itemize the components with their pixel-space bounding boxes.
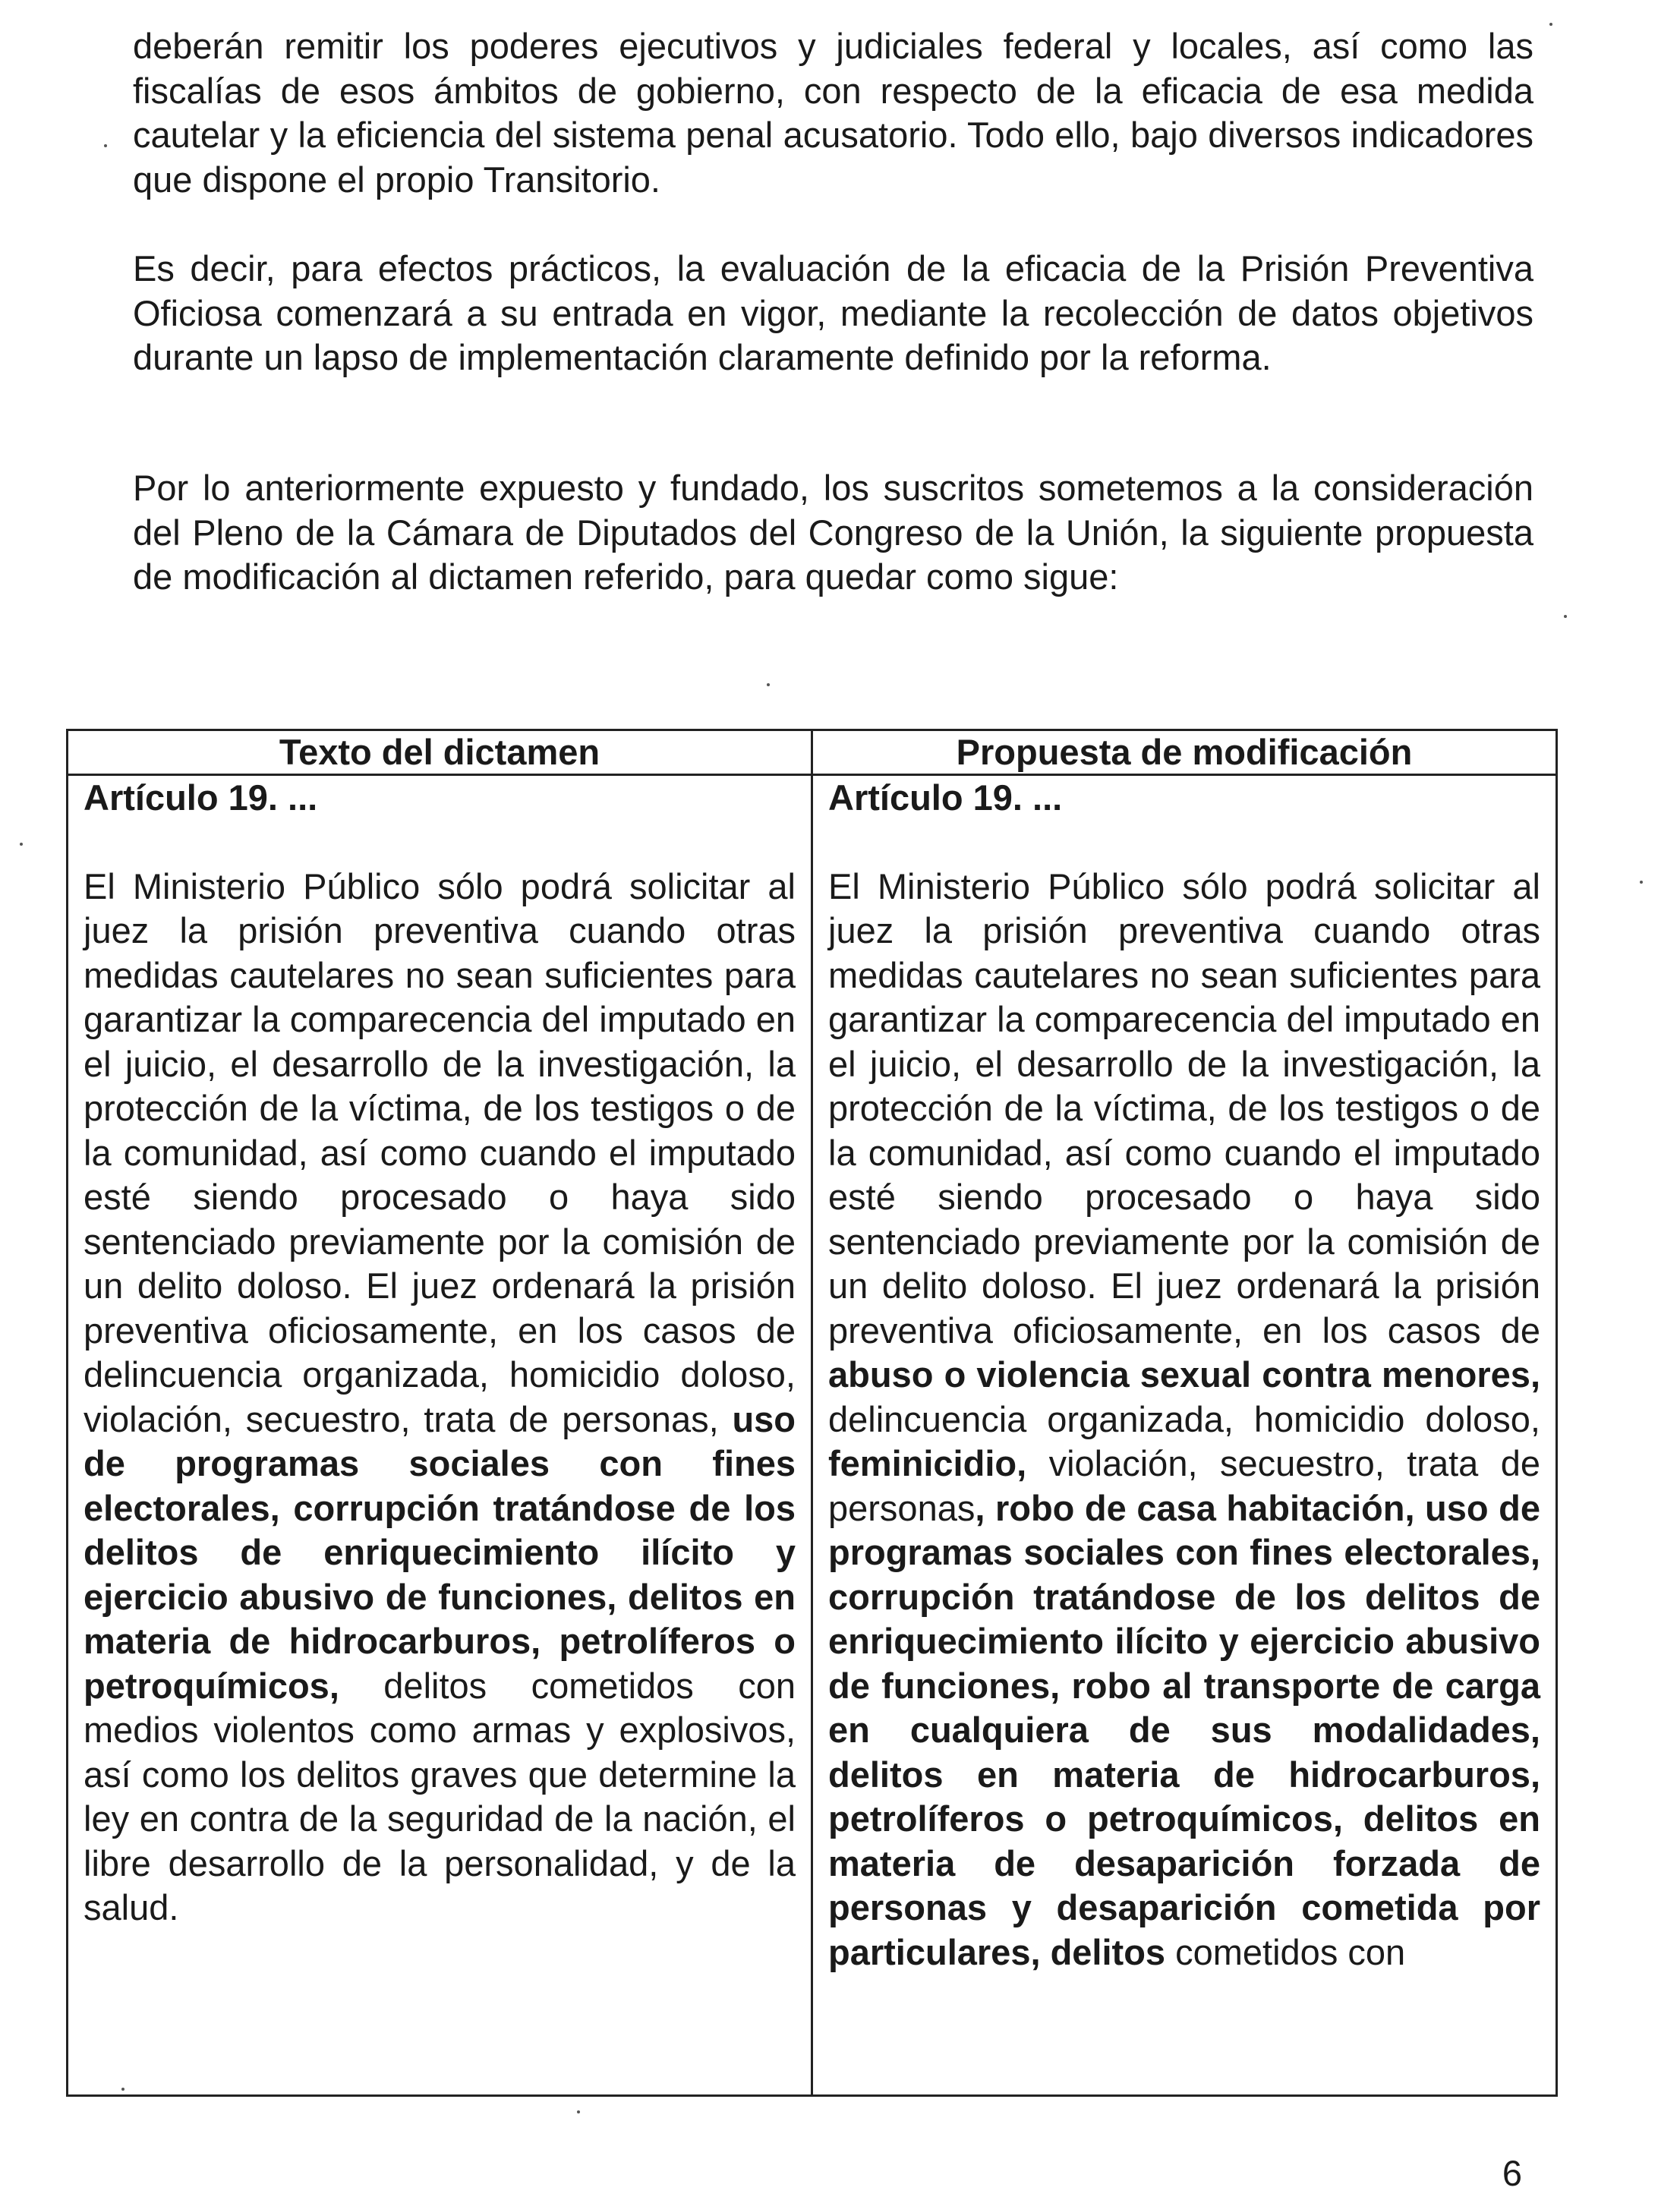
right-text-3: violación, secuestro, trata de personas <box>828 1443 1540 1528</box>
scan-speck <box>104 144 107 147</box>
scan-speck <box>121 2088 125 2091</box>
scan-speck <box>20 843 23 846</box>
page-number: 6 <box>1502 2153 1523 2193</box>
table-header-row <box>68 730 1557 775</box>
left-article-heading: Artículo 19. ... <box>84 777 318 818</box>
scan-speck <box>1549 23 1552 26</box>
scan-speck <box>1564 615 1567 618</box>
left-column-cell <box>68 775 812 2096</box>
table-row <box>68 775 1557 2096</box>
left-bold-1: uso de programas sociales con fines electorales, corrupción tratándose de los delitos de enriquecimiento ilícito y ejercicio abusivo de funciones, delitos en materia de hidrocarburos, petrolíferos o petroquímicos, <box>84 1398 796 1706</box>
left-text-1: El Ministerio Público sólo podrá solicitar al juez la prisión preventiva cuando otras medidas cautelares no sean suficientes para garantizar la comparecencia del imputado en el juicio, el desarrollo de la investigación, la protección de la víctima, de los testigos o de la comunidad, así como cuando el imputado esté siendo procesado o haya sido sentenciado previamente por la comisión de un delito doloso. El juez ordenará la prisión preventiva oficiosamente, en los casos de delincuencia organizada, homicidio doloso, violación, secuestro, trata de personas, <box>84 865 796 1439</box>
right-article-heading: Artículo 19. ... <box>828 777 1063 818</box>
left-text-2: delitos cometidos con medios violentos como armas y explosivos, así como los delitos graves que determine la ley en contra de la seguridad de la nación, el libre desarrollo de la personalidad, y de la salud. <box>84 1665 796 1927</box>
scan-speck <box>577 2110 580 2113</box>
right-bold-3: , robo de casa habitación, uso de programas sociales con fines electorales, corrupción tratándose de los delitos de enriquecimiento ilícito y ejercicio abusivo de funciones, robo al transporte de carga en cualquiera de sus modalidades, delitos en materia de hidrocarburos, petrolíferos o petroquímicos, delitos en materia de desaparición forzada de personas y desaparición cometida por particulares, delitos <box>828 1487 1540 1972</box>
scan-speck <box>767 683 770 686</box>
paragraph-2: Es decir, para efectos prácticos, la evaluación de la eficacia de la Prisión Preventiva Oficiosa comenzará a su entrada en vigor, mediante la recolección de datos objetivos durante un lapso de implementación claramente definido por la reforma. <box>133 248 1533 377</box>
paragraph-3: Por lo anteriormente expuesto y fundado, los suscritos sometemos a la consideración del Pleno de la Cámara de Diputados del Congreso de la Unión, la siguiente propuesta de modificación al dictamen referido, para quedar como sigue: <box>133 468 1533 597</box>
right-column-cell <box>812 775 1557 2096</box>
header-texto-dictamen: Texto del dictamen <box>68 730 812 775</box>
comparison-table <box>66 729 1558 2097</box>
scan-speck <box>1640 881 1643 884</box>
right-article-text <box>828 865 1540 1975</box>
right-bold-2: feminicidio, <box>828 1443 1027 1483</box>
right-bold-1: abuso o violencia sexual contra menores, <box>828 1354 1540 1395</box>
right-text-1: El Ministerio Público sólo podrá solicitar al juez la prisión preventiva cuando otras medidas cautelares no sean suficientes para garantizar la comparecencia del imputado en el juicio, el desarrollo de la investigación, la protección de la víctima, de los testigos o de la comunidad, así como cuando el imputado esté siendo procesado o haya sido sentenciado previamente por la comisión de un delito doloso. El juez ordenará la prisión preventiva oficiosamente, en los casos de <box>828 865 1540 1351</box>
paragraph-1: deberán remitir los poderes ejecutivos y judiciales federal y locales, así como las fiscalías de esos ámbitos de gobierno, con respecto de la eficacia de esa medida cautelar y la eficiencia del sistema penal acusatorio. Todo ello, bajo diversos indicadores que dispone el propio Transitorio. <box>133 26 1533 200</box>
right-text-4: cometidos con <box>1165 1931 1406 1972</box>
header-propuesta-modificacion: Propuesta de modificación <box>812 730 1557 775</box>
left-article-text <box>84 865 796 1931</box>
right-text-2: delincuencia organizada, homicidio doloso, <box>828 1398 1540 1439</box>
